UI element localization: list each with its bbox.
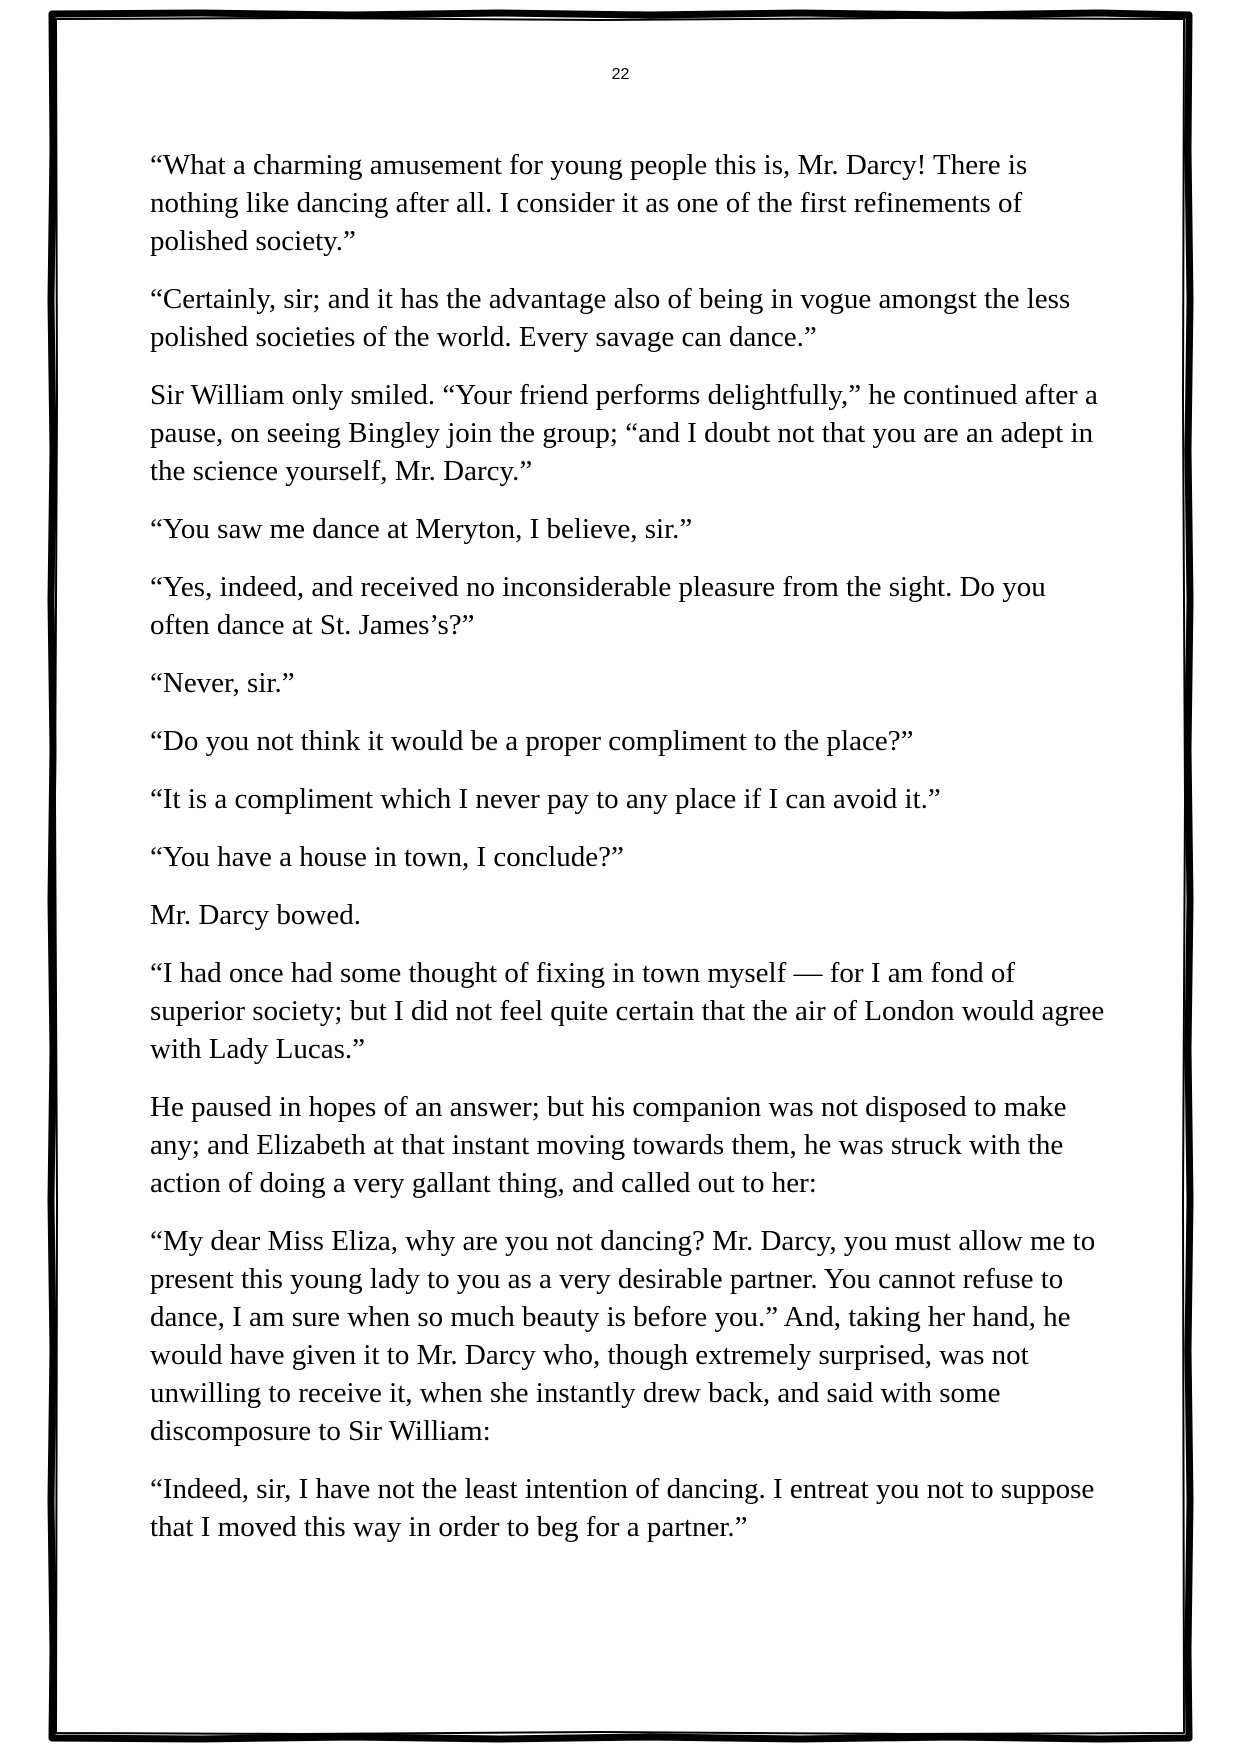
paragraph: “My dear Miss Eliza, why are you not dancing? Mr. Darcy, you must allow me to present this young lady to you as a very desirable partner. You cannot refuse to dance, I am sure when so much beauty is before you.” And, taking her hand, he would have given it to Mr. Darcy who, though extremely surprised, was not unwilling to receive it, when she instantly drew back, and said with some discomposure to Sir William: — [150, 1225, 1096, 1447]
paragraph: “What a charming amusement for young people this is, Mr. Darcy! There is nothing like dancing after all. I consider it as one of the first refinements of polished society.” — [150, 149, 1028, 257]
paragraph: “You have a house in town, I conclude?” — [150, 841, 624, 873]
paragraph: “Yes, indeed, and received no inconsiderable pleasure from the sight. Do you often dance at St. James’s?” — [150, 571, 1046, 641]
paragraph: He paused in hopes of an answer; but his companion was not disposed to make any; and Elizabeth at that instant moving towards them, he was struck with the action of doing a very gallant thing, and called out to her: — [150, 1091, 1067, 1199]
paragraph: Mr. Darcy bowed. — [150, 899, 362, 931]
body-text — [150, 146, 1105, 1566]
paragraph: “Certainly, sir; and it has the advantage also of being in vogue amongst the less polished societies of the world. Every savage can dance.” — [150, 283, 1071, 353]
paragraph: “I had once had some thought of fixing in town myself — for I am fond of superior society; but I did not feel quite certain that the air of London would agree with Lady Lucas.” — [150, 957, 1105, 1065]
paragraph: “Do you not think it would be a proper compliment to the place?” — [150, 725, 914, 757]
paragraph: “Never, sir.” — [150, 667, 295, 699]
paragraph: “It is a compliment which I never pay to any place if I can avoid it.” — [150, 783, 941, 815]
paragraph: “Indeed, sir, I have not the least intention of dancing. I entreat you not to suppose that I moved this way in order to beg for a partner.” — [150, 1473, 1095, 1543]
paragraph: “You saw me dance at Meryton, I believe, sir.” — [150, 513, 693, 545]
page-number: 22 — [611, 66, 630, 83]
paragraph: Sir William only smiled. “Your friend performs delightfully,” he continued after a pause, on seeing Bingley join the group; “and I doubt not that you are an adept in the science yourself, Mr. Darcy.” — [150, 379, 1098, 487]
